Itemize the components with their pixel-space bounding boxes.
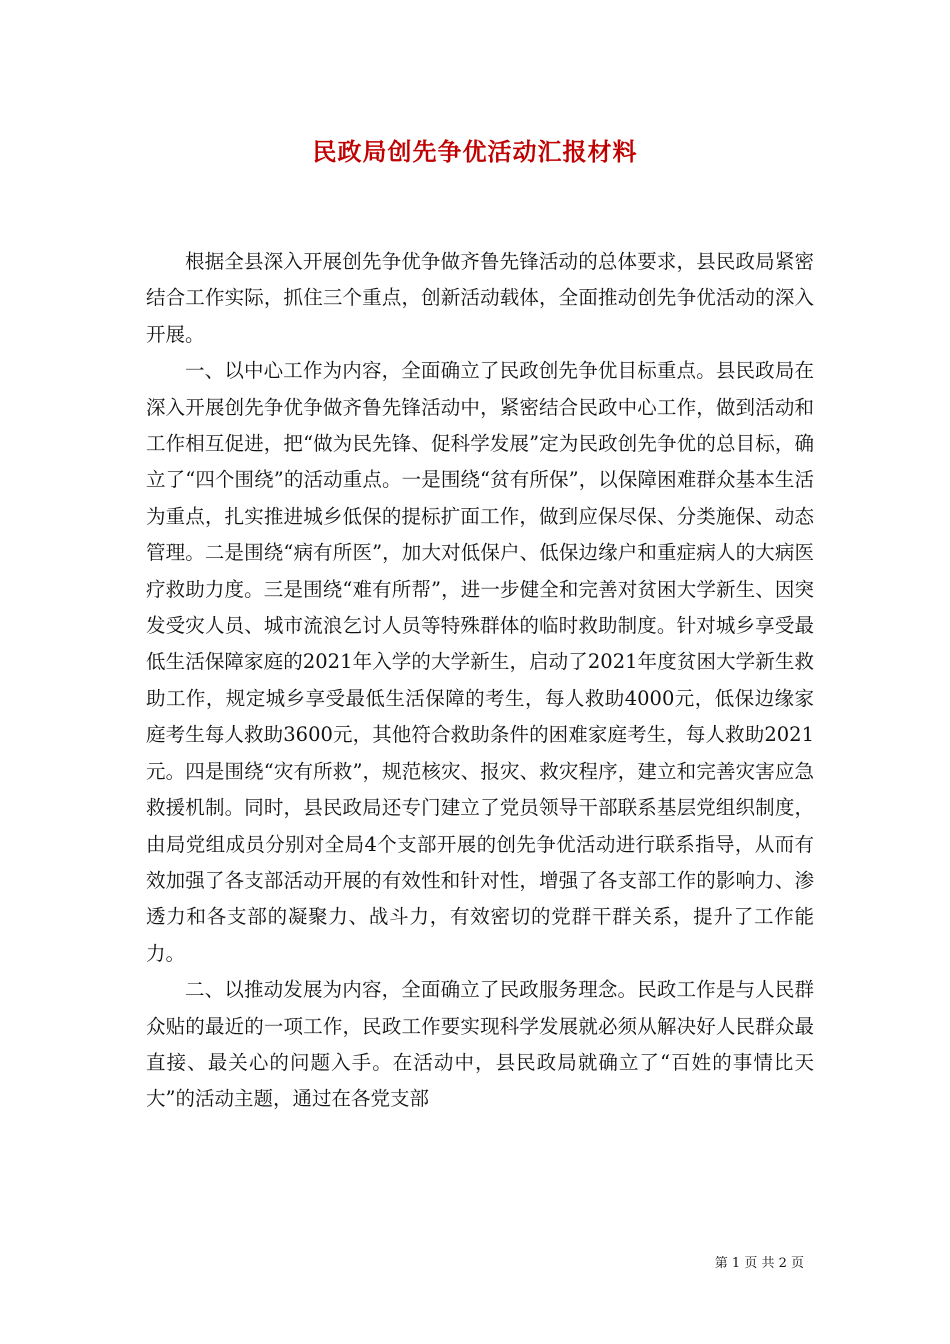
paragraph-section-2: 二、以推动发展为内容，全面确立了民政服务理念。民政工作是与人民群众贴的最近的一项工作，民政工作要实现科学发展就必须从解决好人民群众最直接、最关心的问题入手。在活动中，县民政局就确立了“百姓的事情比天大”的活动主题，通过在各党支部	[146, 978, 814, 1111]
document-body	[146, 244, 814, 1118]
paragraph-intro: 根据全县深入开展创先争优争做齐鲁先锋活动的总体要求，县民政局紧密结合工作实际，抓住三个重点，创新活动载体，全面推动创先争优活动的深入开展。	[146, 250, 814, 346]
page-number-footer: 第 1 页 共 2 页	[714, 1256, 804, 1271]
paragraph-section-1: 一、以中心工作为内容，全面确立了民政创先争优目标重点。县民政局在深入开展创先争优争做齐鲁先锋活动中，紧密结合民政中心工作，做到活动和工作相互促进，把“做为民先锋、促科学发展”定为民政创先争优的总目标，确立了“四个围绕”的活动重点。一是围绕“贫有所保”，以保障困难群众基本生活为重点，扎实推进城乡低保的提标扩面工作，做到应保尽保、分类施保、动态管理。二是围绕“病有所医”，加大对低保户、低保边缘户和重症病人的大病医疗救助力度。三是围绕“难有所帮”，进一步健全和完善对贫困大学新生、因突发受灾人员、城市流浪乞讨人员等特殊群体的临时救助制度。针对城乡享受最低生活保障家庭的2021年入学的大学新生，启动了2021年度贫困大学新生救助工作，规定城乡享受最低生活保障的考生，每人救助4000元，低保边缘家庭考生每人救助3600元，其他符合救助条件的困难家庭考生，每人救助2021元。四是围绕“灾有所救”，规范核灾、报灾、救灾程序，建立和完善灾害应急救援机制。同时，县民政局还专门建立了党员领导干部联系基层党组织制度，由局党组成员分别对全局4个支部开展的创先争优活动进行联系指导，从而有效加强了各支部活动开展的有效性和针对性，增强了各支部工作的影响力、渗透力和各支部的凝聚力、战斗力，有效密切的党群干群关系，提升了工作能力。	[146, 359, 814, 965]
page-title: 民政局创先争优活动汇报材料	[312, 137, 638, 166]
